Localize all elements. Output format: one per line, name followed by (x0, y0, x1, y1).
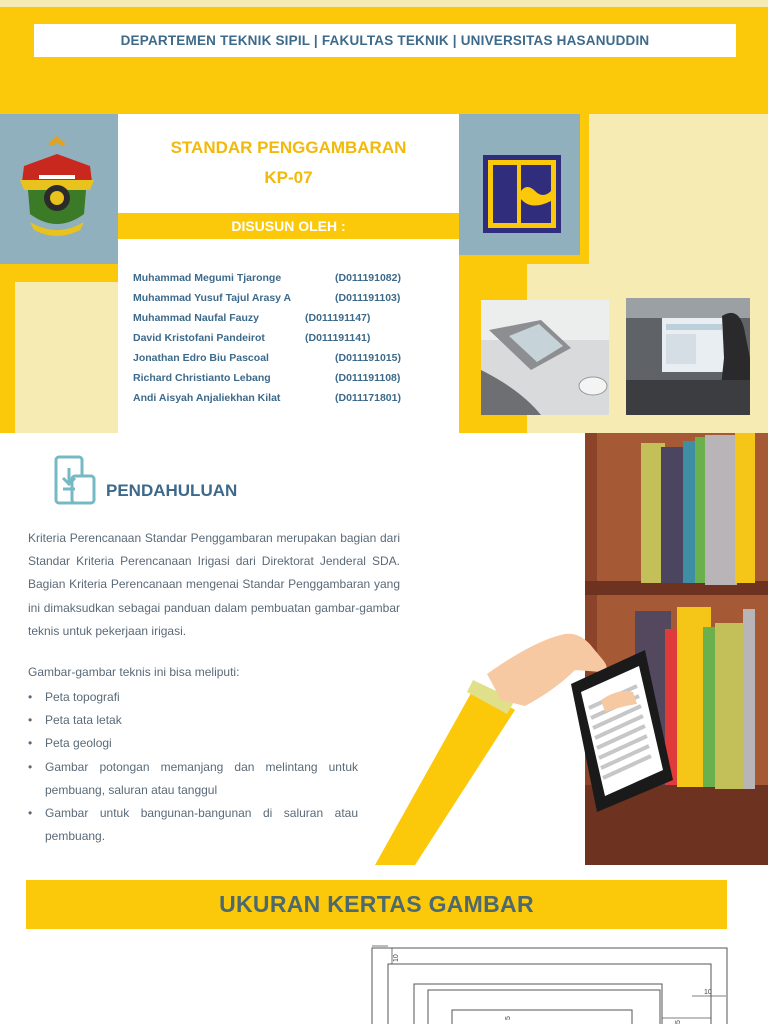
left-cream-block (15, 282, 118, 433)
bullet: • (28, 713, 33, 728)
list-item-text: Peta tata letak (45, 713, 122, 728)
tablet-photo (481, 300, 609, 415)
drawing-types-list (28, 686, 358, 848)
member-nim: (D011171801) (335, 392, 401, 404)
member-name: Muhammad Yusuf Tajul Arasy A (133, 292, 292, 304)
pu-logo-icon (483, 155, 561, 233)
member-name: Muhammad Naufal Fauzy (133, 312, 260, 324)
member-row (133, 272, 401, 284)
member-nim: (D011191082) (335, 272, 401, 284)
bullet: • (28, 806, 33, 821)
member-nim: (D011191141) (305, 332, 371, 344)
members-list (118, 240, 459, 433)
department-header-text: DEPARTEMEN TEKNIK SIPIL | FAKULTAS TEKNIK | UNIVERSITAS HASANUDDIN (120, 33, 650, 48)
paper-size-diagram (362, 938, 742, 1024)
dim-label: 5 (675, 1020, 682, 1024)
member-name: David Kristofani Pandeirot (133, 332, 265, 344)
list-item (28, 756, 358, 802)
member-row (133, 332, 371, 344)
member-name: Muhammad Megumi Tjaronge (133, 272, 282, 284)
member-name: Jonathan Edro Biu Pascoal (133, 352, 269, 364)
list-item-text: Gambar untuk bangunan-bangunan di saluran atau pembuang. (45, 806, 358, 844)
cover-title: STANDAR PENGGAMBARAN (170, 138, 407, 157)
top-cream-strip (0, 0, 768, 7)
member-row (133, 372, 401, 384)
member-nim: (D011191108) (335, 372, 401, 384)
pendahuluan-paragraph: Kriteria Perencanaan Standar Penggambaran merupakan bagian dari Standar Kriteria Perencanaan Irigasi dari Direktorat Jenderal SDA. Bagian Kriteria Perencanaan mengenai Standar Penggambaran yang ini dimaksudkan sebagai panduan dalam pembuatan gambar-gambar teknis untuk pekerjaan irigasi. (28, 531, 400, 638)
list-intro: Gambar-gambar teknis ini bisa meliputi: (28, 665, 240, 679)
member-row (133, 392, 401, 404)
bullet: • (28, 736, 33, 751)
cover-title-box (118, 114, 459, 212)
paper-size-banner: UKURAN KERTAS GAMBAR (26, 880, 727, 929)
dim-label: 5 (505, 1016, 512, 1020)
dim-label: 10 (393, 954, 400, 962)
computer-photo (626, 298, 750, 415)
member-row (133, 292, 401, 304)
compiled-by-label: DISUSUN OLEH : (118, 213, 459, 239)
list-item (28, 802, 358, 848)
download-phone-icon (54, 456, 96, 504)
member-name: Richard Christianto Lebang (133, 372, 271, 384)
list-item-text: Peta topografi (45, 690, 120, 704)
bullet: • (28, 690, 33, 704)
member-nim: (D011191015) (335, 352, 401, 364)
bullet: • (28, 759, 33, 774)
cover-code: KP-07 (264, 168, 313, 187)
pendahuluan-title: PENDAHULUAN (106, 481, 238, 500)
hand-with-tablet-icon (375, 630, 675, 865)
dim-label: 10 (704, 989, 712, 996)
top-yellow-band (0, 0, 768, 114)
member-name: Andi Aisyah Anjaliekhan Kilat (133, 392, 281, 404)
member-row (133, 352, 401, 364)
list-item-text: Peta geologi (45, 736, 112, 751)
list-item (28, 732, 358, 755)
list-item (28, 686, 358, 709)
member-nim: (D011191147) (305, 312, 371, 324)
department-header (34, 24, 736, 57)
list-item-text: Gambar potongan memanjang dan melintang untuk pembuang, saluran atau tanggul (45, 759, 358, 797)
member-nim: (D011191103) (335, 292, 401, 304)
list-item (28, 709, 358, 732)
member-row (133, 312, 371, 324)
university-crest-icon (14, 134, 100, 240)
